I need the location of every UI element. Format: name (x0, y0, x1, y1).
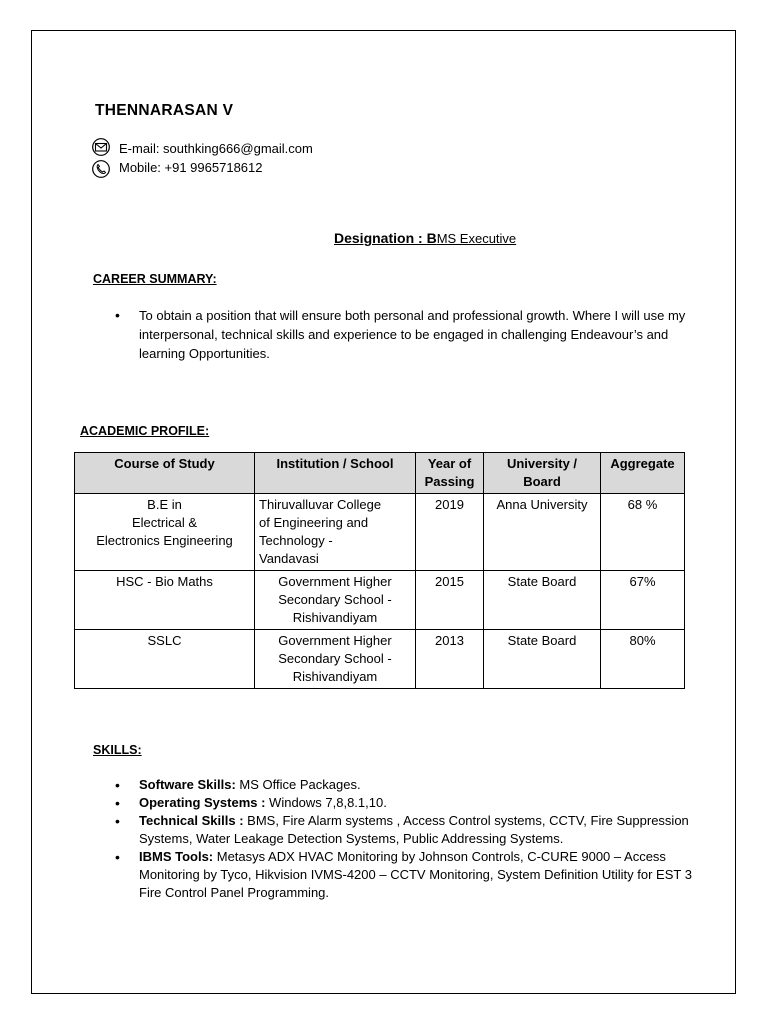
list-item (115, 776, 695, 794)
board-cell: State Board (484, 630, 601, 689)
table-row (75, 494, 685, 571)
list-item (115, 848, 695, 902)
aggregate-cell: 67% (601, 571, 685, 630)
skill-key: IBMS Tools: (139, 849, 214, 864)
year-cell: 2013 (416, 630, 484, 689)
aggregate-cell: 68 % (601, 494, 685, 571)
skill-text: Windows 7,8,8.1,10. (265, 795, 387, 810)
institution-cell (255, 494, 416, 571)
course-cell (75, 494, 255, 571)
skill-key: Software Skills: (139, 777, 236, 792)
institution-line: Secondary School - (278, 592, 392, 607)
skill-key: Technical Skills : (139, 813, 244, 828)
header-aggregate: Aggregate (601, 453, 685, 494)
designation-value: MS Executive (436, 231, 517, 246)
skill-text: MS Office Packages. (235, 777, 361, 792)
course-line: Electrical & (131, 515, 198, 530)
institution-line: Government Higher (278, 574, 392, 589)
designation (334, 230, 516, 246)
course-cell (75, 571, 255, 630)
skills-list (115, 776, 695, 902)
institution-line: Rishivandiyam (292, 610, 378, 625)
institution-line: Technology - (259, 533, 333, 548)
envelope-icon (92, 138, 110, 156)
course-line: B.E in (147, 497, 182, 512)
year-cell: 2015 (416, 571, 484, 630)
skill-text: BMS, Fire Alarm systems , Access Control systems, CCTV, Fire Suppression Systems, Water Leakage Detection Systems, Public Addressing Systems. (139, 813, 689, 846)
header-course: Course of Study (75, 453, 255, 494)
institution-line: Rishivandiyam (292, 669, 378, 684)
academic-table (74, 452, 685, 689)
candidate-name: THENNARASAN V (95, 102, 234, 119)
email-text: E-mail: southking666@gmail.com (119, 141, 313, 156)
career-summary-title: CAREER SUMMARY: (93, 272, 217, 286)
skill-key: Operating Systems : (139, 795, 266, 810)
board-cell: State Board (484, 571, 601, 630)
list-item (115, 794, 695, 812)
course-line: Electronics Engineering (96, 533, 233, 548)
header-board: University / Board (484, 453, 601, 494)
phone-icon (92, 160, 110, 178)
header-year: Year of Passing (416, 453, 484, 494)
institution-line: of Engineering and (259, 515, 369, 530)
institution-line: Secondary School - (278, 651, 392, 666)
academic-profile-title: ACADEMIC PROFILE: (80, 424, 210, 438)
mobile-text: Mobile: +91 9965718612 (119, 160, 263, 175)
career-summary-text: • To obtain a position that will ensure both personal and professional growth. Where I will use my interpersonal, technical skills and experience to be engaged in challenging Endeavour’s and learning Opportunities. (115, 306, 690, 363)
table-header-row (75, 453, 685, 494)
board-cell: Anna University (484, 494, 601, 571)
skills-title: SKILLS: (93, 743, 142, 757)
designation-initial: B (426, 230, 437, 246)
institution-cell (255, 571, 416, 630)
institution-cell (255, 630, 416, 689)
list-item (115, 812, 695, 848)
year-cell: 2019 (416, 494, 484, 571)
header-institution: Institution / School (255, 453, 416, 494)
aggregate-cell: 80% (601, 630, 685, 689)
table-row (75, 630, 685, 689)
course-line: SSLC (147, 633, 182, 648)
course-line: HSC - Bio Maths (116, 574, 213, 589)
table-row (75, 571, 685, 630)
course-cell (75, 630, 255, 689)
designation-label: Designation : (334, 230, 427, 246)
institution-line: Vandavasi (259, 551, 319, 566)
institution-line: Government Higher (278, 633, 392, 648)
skill-text: Metasys ADX HVAC Monitoring by Johnson Controls, C-CURE 9000 – Access Monitoring by Tyco, Hikvision IVMS-4200 – CCTV Monitoring, System Definition Utility for EST 3 Fire Control Panel Programming. (139, 849, 692, 900)
career-summary-list (115, 306, 690, 363)
institution-line: Thiruvalluvar College (259, 497, 382, 512)
